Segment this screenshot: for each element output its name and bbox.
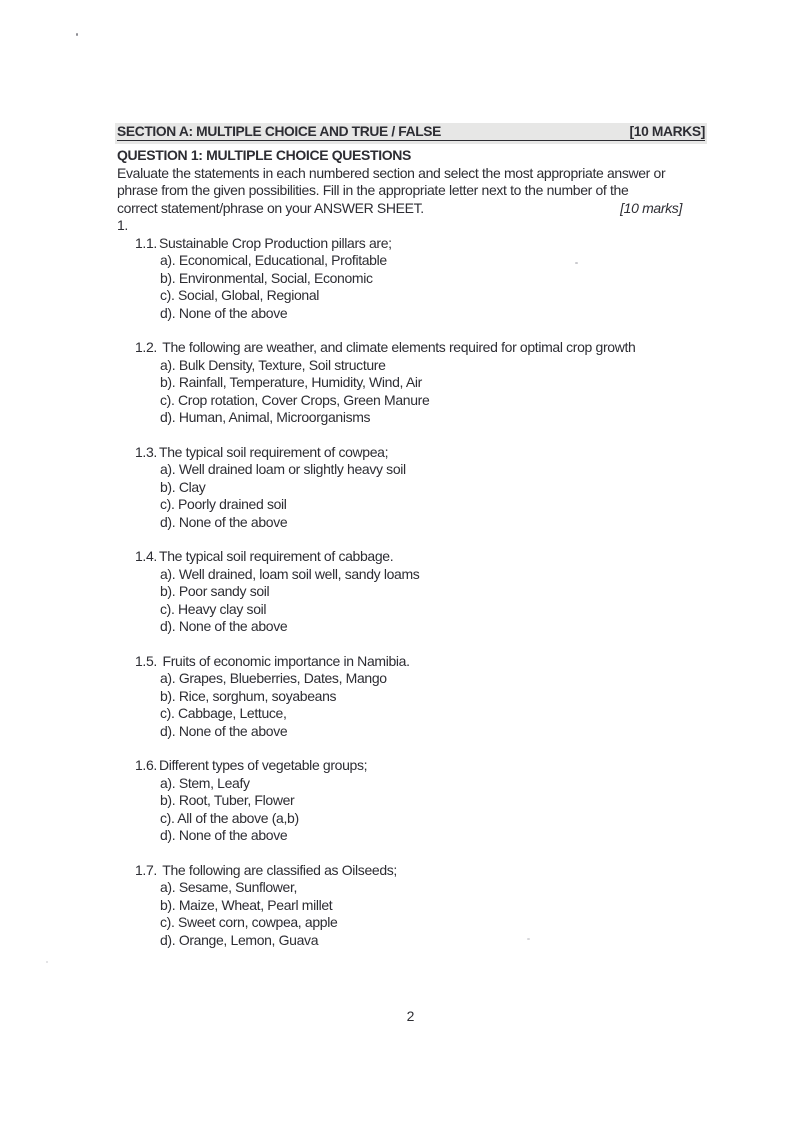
option-line: c). Poorly drained soil (160, 496, 287, 512)
option-line: b). Environmental, Social, Economic (160, 269, 373, 286)
section-header-row (117, 124, 705, 141)
question-text: Sustainable Crop Production pillars are; (159, 234, 392, 251)
page-content (117, 123, 704, 949)
option-line: c). All of the above (a,b) (160, 809, 299, 826)
option-line: b). Root, Tuber, Flower (160, 792, 295, 808)
option-line: a). Bulk Density, Texture, Soil structure (160, 356, 386, 373)
question-line (135, 862, 704, 880)
option-line: b). Rainfall, Temperature, Humidity, Wind, Air (160, 374, 422, 390)
option-line: c). Heavy clay soil (160, 600, 267, 617)
option-line: d). None of the above (160, 304, 288, 321)
option-line: b). Rice, sorghum, soyabeans (160, 687, 337, 704)
question-line (135, 339, 704, 357)
instructions-line-3 (117, 200, 704, 218)
question-text: The typical soil requirement of cowpea; (159, 443, 389, 460)
option-line: d). Human, Animal, Microorganisms (160, 409, 371, 425)
question-item-1-3 (135, 444, 704, 532)
scan-speck (76, 33, 78, 36)
option-line: d). None of the above (160, 513, 288, 530)
section-marks: [10 MARKS] (629, 124, 705, 139)
question-line (135, 653, 704, 671)
question-line (135, 548, 704, 566)
instructions-line-2: phrase from the given possibilities. Fill in the appropriate letter next to the number of the (117, 182, 629, 198)
question-text: The following are classified as Oilseeds; (159, 861, 397, 878)
question-line (135, 757, 704, 775)
question-text: Different types of vegetable groups; (159, 757, 368, 773)
question-item-1-5 (135, 653, 704, 741)
option-line: c). Sweet corn, cowpea, apple (160, 914, 338, 930)
option-line: c). Crop rotation, Cover Crops, Green Manure (160, 391, 430, 408)
scan-speck (46, 961, 48, 963)
question-item-1-6 (135, 757, 704, 845)
option-line: a). Well drained, loam soil well, sandy loams (160, 565, 420, 582)
instructions-line-1: Evaluate the statements in each numbered section and select the most appropriate answer or (117, 164, 666, 181)
question-number: 1.7. (135, 861, 157, 878)
option-line: b). Clay (160, 478, 206, 495)
instructions-line-3-text: correct statement/phrase on your ANSWER SHEET. (117, 199, 424, 216)
question-number: 1.5. (135, 652, 157, 669)
option-line: a). Well drained loam or slightly heavy soil (160, 461, 406, 477)
option-line: c). Cabbage, Lettuce, (160, 705, 287, 721)
page-number: 2 (406, 1008, 415, 1024)
question-line (135, 444, 704, 462)
question-number: 1.6. (135, 757, 157, 773)
option-line: a). Grapes, Blueberries, Dates, Mango (160, 670, 387, 686)
option-line: d). None of the above (160, 722, 288, 739)
question-item-1-2 (135, 339, 704, 427)
question-text: The typical soil requirement of cabbage. (159, 548, 394, 564)
section-title: SECTION A: MULTIPLE CHOICE AND TRUE / FALSE (117, 124, 441, 139)
option-line: b). Maize, Wheat, Pearl millet (160, 896, 333, 913)
question-text: Fruits of economic importance in Namibia. (159, 652, 410, 669)
option-line: d). Orange, Lemon, Guava (160, 931, 319, 948)
marks-note: [10 marks] (620, 199, 682, 216)
question-number: 1.4. (135, 548, 157, 564)
option-line: a). Stem, Leafy (160, 774, 250, 791)
question-item-1-4 (135, 548, 704, 636)
question-item-1-7 (135, 862, 704, 950)
option-line: d). None of the above (160, 827, 288, 843)
question-number: 1.3. (135, 443, 157, 460)
question-number: 1.1. (135, 234, 157, 251)
question-number: 1.2. (135, 339, 157, 355)
question-text: The following are weather, and climate elements required for optimal crop growth (159, 339, 636, 355)
option-line: a). Sesame, Sunflower, (160, 879, 298, 895)
option-line: d). None of the above (160, 618, 288, 634)
question-line (135, 235, 704, 253)
section-header-bar (115, 123, 707, 144)
option-line: c). Social, Global, Regional (160, 287, 320, 303)
option-line: b). Poor sandy soil (160, 583, 270, 599)
question-item-1-1 (135, 235, 704, 323)
option-line: a). Economical, Educational, Profitable (160, 252, 387, 268)
list-number: 1. (117, 217, 128, 233)
question1-heading: QUESTION 1: MULTIPLE CHOICE QUESTIONS (117, 147, 412, 163)
